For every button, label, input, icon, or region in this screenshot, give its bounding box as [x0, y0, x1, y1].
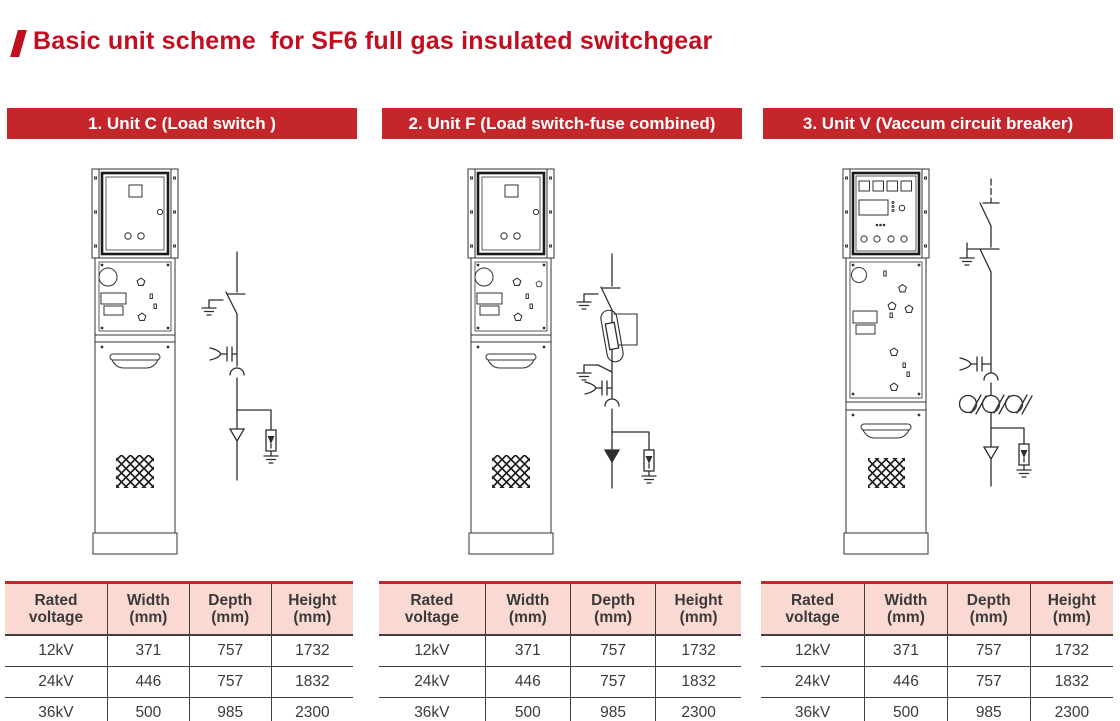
column-header: Width (mm) — [485, 583, 570, 636]
table-row — [5, 698, 353, 721]
table-cell: 757 — [947, 635, 1030, 667]
table-cell: 757 — [570, 635, 655, 667]
table-cell: 12kV — [761, 635, 865, 667]
column-header: Depth (mm) — [570, 583, 655, 636]
unit-v-banner: 3. Unit V (Vaccum circuit breaker) — [763, 108, 1113, 139]
table-cell: 446 — [107, 667, 189, 698]
table-cell: 985 — [189, 698, 271, 721]
table-cell: 1832 — [271, 667, 353, 698]
table-cell: 1732 — [656, 635, 741, 667]
unit-c-spec-table — [5, 581, 353, 721]
unit-v-circuit-diagram — [941, 176, 1071, 488]
unit-v-cabinet-drawing — [841, 167, 931, 557]
column-header: Width (mm) — [865, 583, 948, 636]
table-cell: 36kV — [761, 698, 865, 721]
table-cell: 371 — [107, 635, 189, 667]
table-cell: 757 — [189, 667, 271, 698]
table-cell: 2300 — [1030, 698, 1113, 721]
header-row — [5, 583, 353, 636]
unit-v-spec-table — [761, 581, 1113, 721]
column-header: Height (mm) — [656, 583, 741, 636]
table-cell: 757 — [570, 667, 655, 698]
table-cell: 757 — [189, 635, 271, 667]
table-cell: 24kV — [761, 667, 865, 698]
table-cell: 757 — [947, 667, 1030, 698]
table-cell: 36kV — [5, 698, 107, 721]
unit-c-banner: 1. Unit C (Load switch ) — [7, 108, 357, 139]
table-row — [379, 635, 741, 667]
table-cell: 446 — [865, 667, 948, 698]
table-cell: 985 — [570, 698, 655, 721]
table-cell: 1832 — [656, 667, 741, 698]
column-header: Rated voltage — [761, 583, 865, 636]
table-cell: 500 — [485, 698, 570, 721]
column-header: Width (mm) — [107, 583, 189, 636]
unit-f-banner: 2. Unit F (Load switch-fuse combined) — [382, 108, 742, 139]
table-cell: 500 — [865, 698, 948, 721]
table-cell: 371 — [485, 635, 570, 667]
table-row — [761, 635, 1113, 667]
table-cell: 1732 — [271, 635, 353, 667]
table-row — [5, 667, 353, 698]
table-cell: 2300 — [656, 698, 741, 721]
header-row — [761, 583, 1113, 636]
header-row — [379, 583, 741, 636]
table-cell: 500 — [107, 698, 189, 721]
table-row — [761, 667, 1113, 698]
unit-f-circuit-diagram — [567, 252, 687, 490]
table-cell: 371 — [865, 635, 948, 667]
column-header: Depth (mm) — [947, 583, 1030, 636]
column-header: Height (mm) — [1030, 583, 1113, 636]
table-cell: 985 — [947, 698, 1030, 721]
table-row — [761, 698, 1113, 721]
table-cell: 24kV — [5, 667, 107, 698]
table-cell: 446 — [485, 667, 570, 698]
unit-f-spec-table — [379, 581, 741, 721]
unit-c-circuit-diagram — [197, 250, 307, 482]
table-row — [379, 698, 741, 721]
red-slash-icon — [10, 30, 27, 57]
table-row — [5, 635, 353, 667]
unit-f-cabinet-drawing — [466, 167, 556, 557]
table-row — [379, 667, 741, 698]
unit-c-cabinet-drawing — [90, 167, 180, 557]
column-header: Depth (mm) — [189, 583, 271, 636]
table-cell: 1832 — [1030, 667, 1113, 698]
column-header: Rated voltage — [5, 583, 107, 636]
table-cell: 36kV — [379, 698, 485, 721]
table-cell: 1732 — [1030, 635, 1113, 667]
column-header: Height (mm) — [271, 583, 353, 636]
table-cell: 24kV — [379, 667, 485, 698]
column-header: Rated voltage — [379, 583, 485, 636]
table-cell: 2300 — [271, 698, 353, 721]
table-cell: 12kV — [379, 635, 485, 667]
page-title: Basic unit scheme for SF6 full gas insulated switchgear — [33, 27, 713, 55]
table-cell: 12kV — [5, 635, 107, 667]
